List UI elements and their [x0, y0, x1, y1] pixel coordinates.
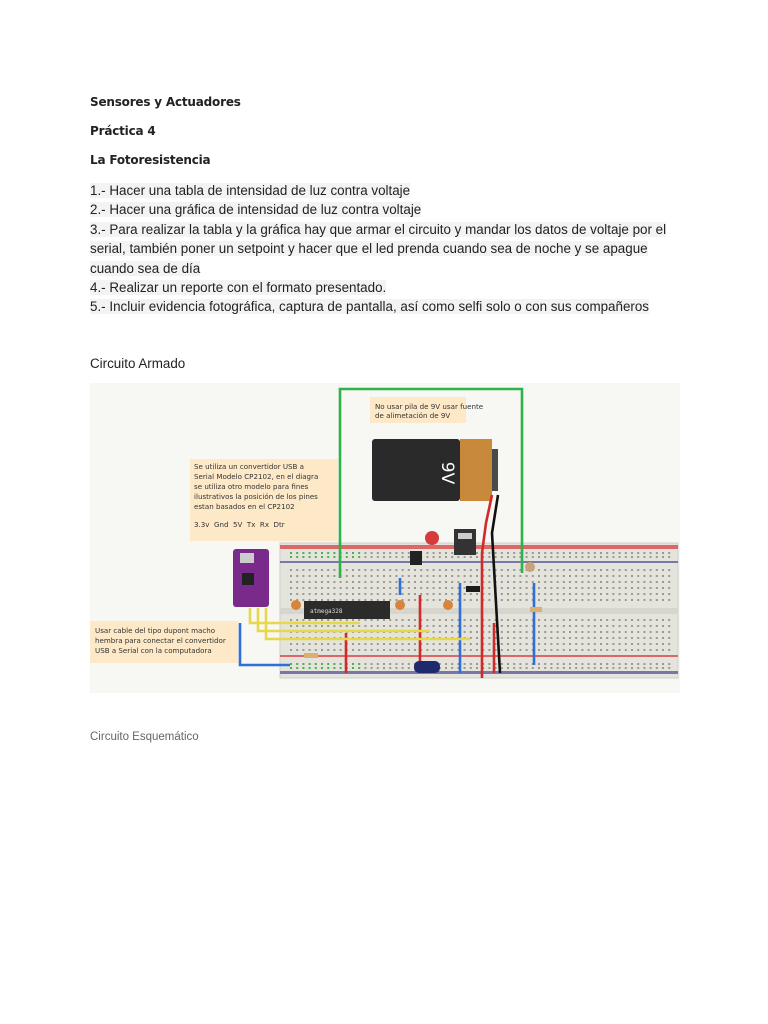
electrolytic-capacitor	[414, 661, 440, 673]
svg-text:atmega328: atmega328	[310, 608, 343, 615]
assembled-circuit-heading: Circuito Armado	[90, 356, 186, 371]
resistor	[466, 586, 480, 592]
practice-title: Práctica 4	[90, 124, 156, 138]
list-item: 5.- Incluir evidencia fotográfica, captura de pantalla, así como selfi solo o con sus compañeros	[90, 299, 649, 315]
topic-title: La Fotoresistencia	[90, 153, 211, 167]
battery	[372, 439, 498, 501]
svg-text:Usar cable del tipo dupont mac: Usar cable del tipo dupont macho	[95, 626, 216, 635]
list-item: 3.- Para realizar la tabla y la gráfica hay que armar el circuito y mandar los datos de voltaje por el serial, también poner un setpoint y hacer que el led prenda cuando sea de noche y se apague cuando sea de día	[90, 221, 667, 276]
list-item: 4.- Realizar un reporte con el formato presentado.	[90, 280, 387, 296]
capacitor	[395, 600, 405, 610]
resistor	[304, 653, 318, 658]
battery-label: 9V	[437, 461, 457, 485]
capacitor	[291, 600, 301, 610]
course-title: Sensores y Actuadores	[90, 95, 241, 109]
cable-note	[90, 621, 238, 663]
usb-note	[190, 459, 338, 541]
schematic-circuit-heading: Circuito Esquemático	[90, 731, 199, 743]
microcontroller-chip	[304, 601, 390, 619]
transistor	[410, 551, 422, 565]
usb-serial-converter	[233, 549, 269, 607]
svg-text:se utiliza otro modelo para fi: se utiliza otro modelo para fines	[194, 482, 309, 491]
svg-text:Serial Modelo CP2102, en el di: Serial Modelo CP2102, en el diagra	[194, 472, 319, 481]
photoresistor	[525, 562, 535, 572]
svg-text:No usar pila de 9V usar fuente: No usar pila de 9V usar fuente	[375, 402, 484, 411]
list-item: 1.- Hacer una tabla de intensidad de luz contra voltaje	[90, 183, 411, 198]
list-item: 2.- Hacer una gráfica de intensidad de luz contra voltaje	[90, 202, 422, 218]
capacitor	[443, 600, 453, 610]
voltage-regulator	[454, 529, 476, 555]
svg-text:estan basados en el CP2102: estan basados en el CP2102	[194, 502, 295, 511]
svg-text:de alimetación de 9V: de alimetación de 9V	[375, 411, 451, 420]
led	[425, 531, 439, 545]
instruction-list	[90, 181, 680, 317]
svg-text:ilustrativos la posición de lo: ilustrativos la posición de los pines	[194, 492, 318, 501]
svg-text:3.3v Gnd 5V Tx Rx Dtr: 3.3v Gnd 5V Tx Rx Dtr	[194, 520, 285, 529]
circuit-figure	[90, 383, 680, 693]
svg-text:Se utiliza un convertidor USB: Se utiliza un convertidor USB a	[194, 462, 305, 471]
svg-text:hembra para conectar el conver: hembra para conectar el convertidor	[95, 636, 226, 645]
resistor	[530, 607, 542, 612]
svg-text:USB a Serial con la computador: USB a Serial con la computadora	[95, 646, 212, 655]
